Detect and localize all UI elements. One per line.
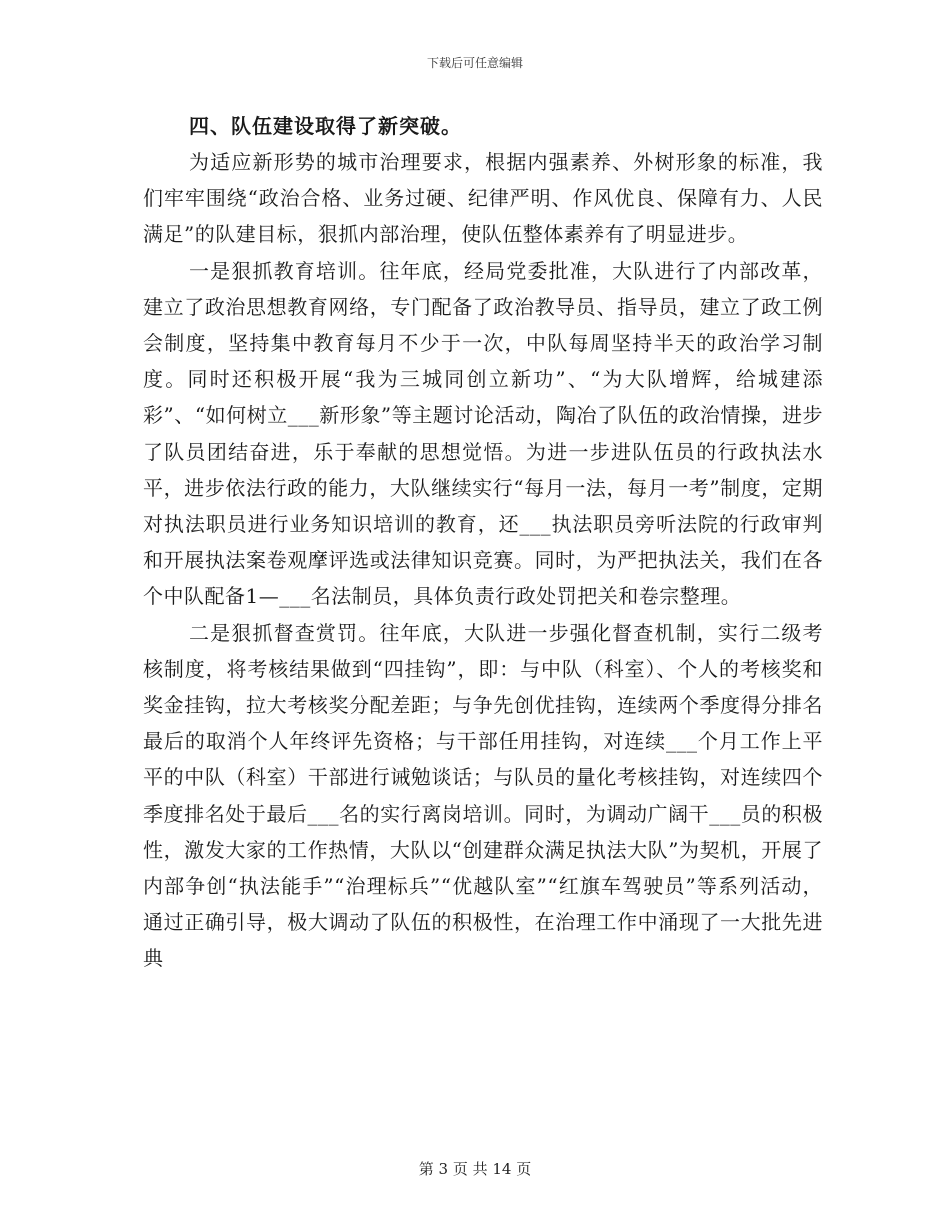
page-number: 第 3 页 共 14 页: [418, 1160, 532, 1178]
paragraph-intro: 为适应新形势的城市治理要求，根据内强素养、外树形象的标准，我们牢牢围绕“政治合格、业务过硬、纪律严明、作风优良、保障有力、人民满足”的队建目标，狠抓内部治理，使队伍整体素养有了明显进步。: [143, 150, 823, 247]
section-heading: 四、队伍建设取得了新突破。: [189, 114, 462, 138]
document-body: [143, 110, 823, 977]
page-header-note: 下载后可任意编辑: [426, 56, 523, 70]
paragraph-supervision-rewards: 二是狠抓督查赏罚。往年底，大队进一步强化督查机制，实行二级考核制度，将考核结果做到“四挂钩”，即：与中队（科室）、个人的考核奖和奖金挂钩，拉大考核奖分配差距；与争先创优挂钩，连续两个季度得分排名最后的取消个人年终评先资格；与干部任用挂钩，对连续___个月工作上平平的中队（科室）干部进行诫勉谈话；与队员的量化考核挂钩，对连续四个季度排名处于最后___名的实行离岗培训。同时，为调动广阔干___员的积极性，激发大家的工作热情，大队以“创建群众满足执法大队”为契机，开展了内部争创“执法能手”“治理标兵”“优越队室”“红旗车驾驶员”等系列活动，通过正确引导，极大调动了队伍的积极性，在治理工作中涌现了一大批先进典: [143, 620, 823, 971]
paragraph-education-training: 一是狠抓教育培训。往年底，经局党委批准，大队进行了内部改革，建立了政治思想教育网络，专门配备了政治教导员、指导员，建立了政工例会制度，坚持集中教育每月不少于一次，中队每周坚持半天的政治学习制度。同时还积极开展“我为三城同创立新功”、“为大队增辉，给城建添彩”、“如何树立___新形象”等主题讨论活动，陶冶了队伍的政治情操，进步了队员团结奋进，乐于奉献的思想觉悟。为进一步进队伍员的行政执法水平，进步依法行政的能力，大队继续实行“每月一法，每月一考”制度，定期对执法职员进行业务知识培训的教育，还___执法职员旁听法院的行政审判和开展执法案卷观摩评选或法律知识竞赛。同时，为严把执法关，我们在各个中队配备1—___名法制员，具体负责行政处罚把关和卷宗整理。: [143, 258, 823, 609]
